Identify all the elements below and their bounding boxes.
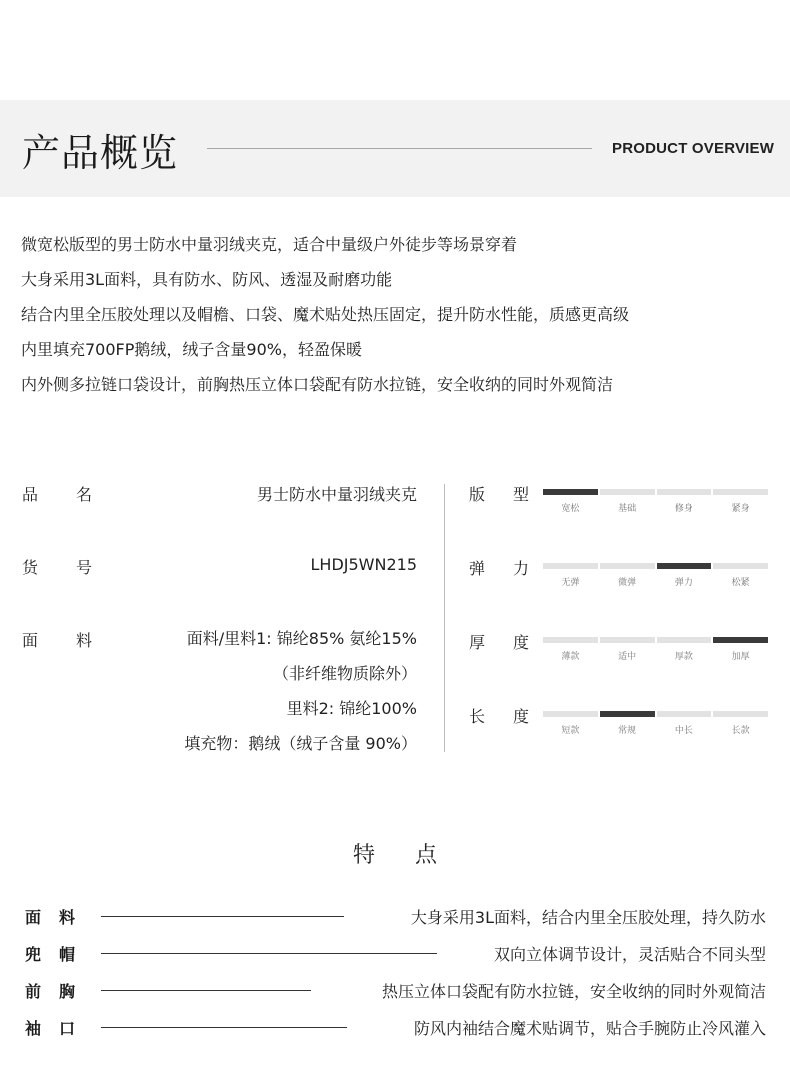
- attr-label: [469, 630, 529, 653]
- product-description: [21, 234, 781, 409]
- scale-segment: [713, 489, 768, 495]
- scale-option: 修身: [674, 504, 693, 514]
- feature-label-char: 口: [58, 1019, 75, 1038]
- feature-label-char: 料: [58, 908, 75, 927]
- column-divider: [444, 484, 445, 752]
- attr-scale-bar: [543, 711, 768, 717]
- feature-label-char: 帽: [58, 945, 75, 964]
- spec-label-char: 名: [75, 485, 92, 504]
- scale-segment: [543, 711, 598, 717]
- scale-segment: [543, 563, 598, 569]
- feature-label-char: 面: [25, 908, 42, 927]
- scale-segment: [600, 563, 655, 569]
- description-line: 大身采用3L面料，具有防水、防风、透湿及耐磨功能: [21, 270, 393, 289]
- scale-option: 紧身: [731, 504, 750, 514]
- spec-label: [22, 482, 92, 505]
- feature-leader-line: [101, 990, 311, 991]
- attr-label-char: 厚: [469, 633, 486, 652]
- feature-label: [25, 979, 75, 1002]
- scale-option: 常规: [618, 726, 637, 736]
- fabric-line: 面料/里料1: 锦纶85% 氨纶15%: [186, 629, 417, 648]
- scale-option: 短款: [561, 726, 580, 736]
- header-divider: [207, 148, 592, 149]
- page-subtitle: PRODUCT OVERVIEW: [612, 140, 775, 157]
- spec-value: [184, 628, 417, 768]
- feature-label: [25, 905, 75, 928]
- scale-option: 加厚: [731, 652, 750, 662]
- attr-label-char: 版: [469, 485, 486, 504]
- page-title: 产品概览: [22, 131, 179, 175]
- feature-leader-line: [101, 953, 437, 954]
- scale-segment: [657, 637, 712, 643]
- spec-label-char: 货: [22, 558, 39, 577]
- fabric-line: 里料2: 锦纶100%: [286, 699, 417, 718]
- scale-segment: [600, 637, 655, 643]
- scale-segment: [657, 489, 712, 495]
- feature-text: 双向立体调节设计，灵活贴合不同头型: [493, 945, 766, 964]
- feature-row: [25, 979, 766, 1001]
- fabric-line: （非纤维物质除外）: [272, 664, 417, 683]
- feature-text: 大身采用3L面料，结合内里全压胶处理，持久防水: [410, 908, 766, 927]
- scale-option: 微弹: [618, 578, 637, 588]
- description-line: 内外侧多拉链口袋设计，前胸热压立体口袋配有防水拉链，安全收纳的同时外观简洁: [21, 375, 614, 394]
- scale-option: 薄款: [561, 652, 580, 662]
- spec-label-char: 料: [75, 631, 92, 650]
- spec-label: [22, 628, 92, 651]
- feature-row: [25, 942, 766, 964]
- scale-option: 宽松: [561, 504, 580, 514]
- scale-option: 中长: [674, 726, 693, 736]
- attr-options: [543, 575, 768, 588]
- attr-label: [469, 556, 529, 579]
- attr-label-char: 度: [512, 707, 529, 726]
- feature-label-char: 兜: [25, 945, 42, 964]
- feature-leader-line: [101, 916, 344, 917]
- feature-label-char: 胸: [58, 982, 75, 1001]
- scale-segment: [657, 711, 712, 717]
- scale-option: 长款: [731, 726, 750, 736]
- feature-text: 防风内袖结合魔术贴调节，贴合手腕防止冷风灌入: [413, 1019, 766, 1038]
- attr-label-char: 型: [512, 485, 529, 504]
- feature-label-char: 前: [25, 982, 42, 1001]
- scale-segment: [657, 563, 712, 569]
- scale-option: 适中: [618, 652, 637, 662]
- scale-option: 厚款: [674, 652, 693, 662]
- fabric-line: 填充物：鹅绒（绒子含量 90%）: [184, 734, 417, 753]
- scale-option: 无弹: [561, 578, 580, 588]
- features-title: 特点: [352, 843, 477, 868]
- scale-segment: [543, 637, 598, 643]
- scale-option: 基础: [618, 504, 637, 514]
- scale-segment: [713, 637, 768, 643]
- scale-segment: [713, 711, 768, 717]
- spec-label-char: 品: [22, 485, 39, 504]
- attr-scale-bar: [543, 563, 768, 569]
- feature-row: [25, 905, 766, 927]
- spec-value: 男士防水中量羽绒夹克: [256, 485, 417, 504]
- spec-label: [22, 555, 92, 578]
- feature-label: [25, 942, 75, 965]
- feature-text: 热压立体口袋配有防水拉链，安全收纳的同时外观简洁: [381, 982, 766, 1001]
- attr-label-char: 弹: [469, 559, 486, 578]
- attr-options: [543, 649, 768, 662]
- description-line: 结合内里全压胶处理以及帽檐、口袋、魔术贴处热压固定，提升防水性能，质感更高级: [21, 305, 630, 324]
- feature-label-char: 袖: [25, 1019, 42, 1038]
- attr-label-char: 力: [512, 559, 529, 578]
- attr-options: [543, 723, 768, 736]
- feature-leader-line: [101, 1027, 347, 1028]
- scale-segment: [543, 489, 598, 495]
- attr-options: [543, 501, 768, 514]
- description-line: 微宽松版型的男士防水中量羽绒夹克，适合中量级户外徒步等场景穿着: [21, 235, 518, 254]
- spec-label-char: 号: [75, 558, 92, 577]
- spec-label-char: 面: [22, 631, 39, 650]
- scale-segment: [600, 489, 655, 495]
- feature-row: [25, 1016, 766, 1038]
- attr-scale-bar: [543, 637, 768, 643]
- attr-label: [469, 704, 529, 727]
- description-line: 内里填充700FP鹅绒，绒子含量90%，轻盈保暖: [21, 340, 362, 359]
- attr-scale-bar: [543, 489, 768, 495]
- attr-label-char: 度: [512, 633, 529, 652]
- attr-label-char: 长: [469, 707, 486, 726]
- spec-value: LHDJ5WN215: [310, 555, 417, 574]
- scale-segment: [600, 711, 655, 717]
- scale-option: 弹力: [674, 578, 693, 588]
- attr-label: [469, 482, 529, 505]
- scale-segment: [713, 563, 768, 569]
- overview-header: [0, 100, 790, 197]
- scale-option: 松紧: [731, 578, 750, 588]
- feature-label: [25, 1016, 75, 1039]
